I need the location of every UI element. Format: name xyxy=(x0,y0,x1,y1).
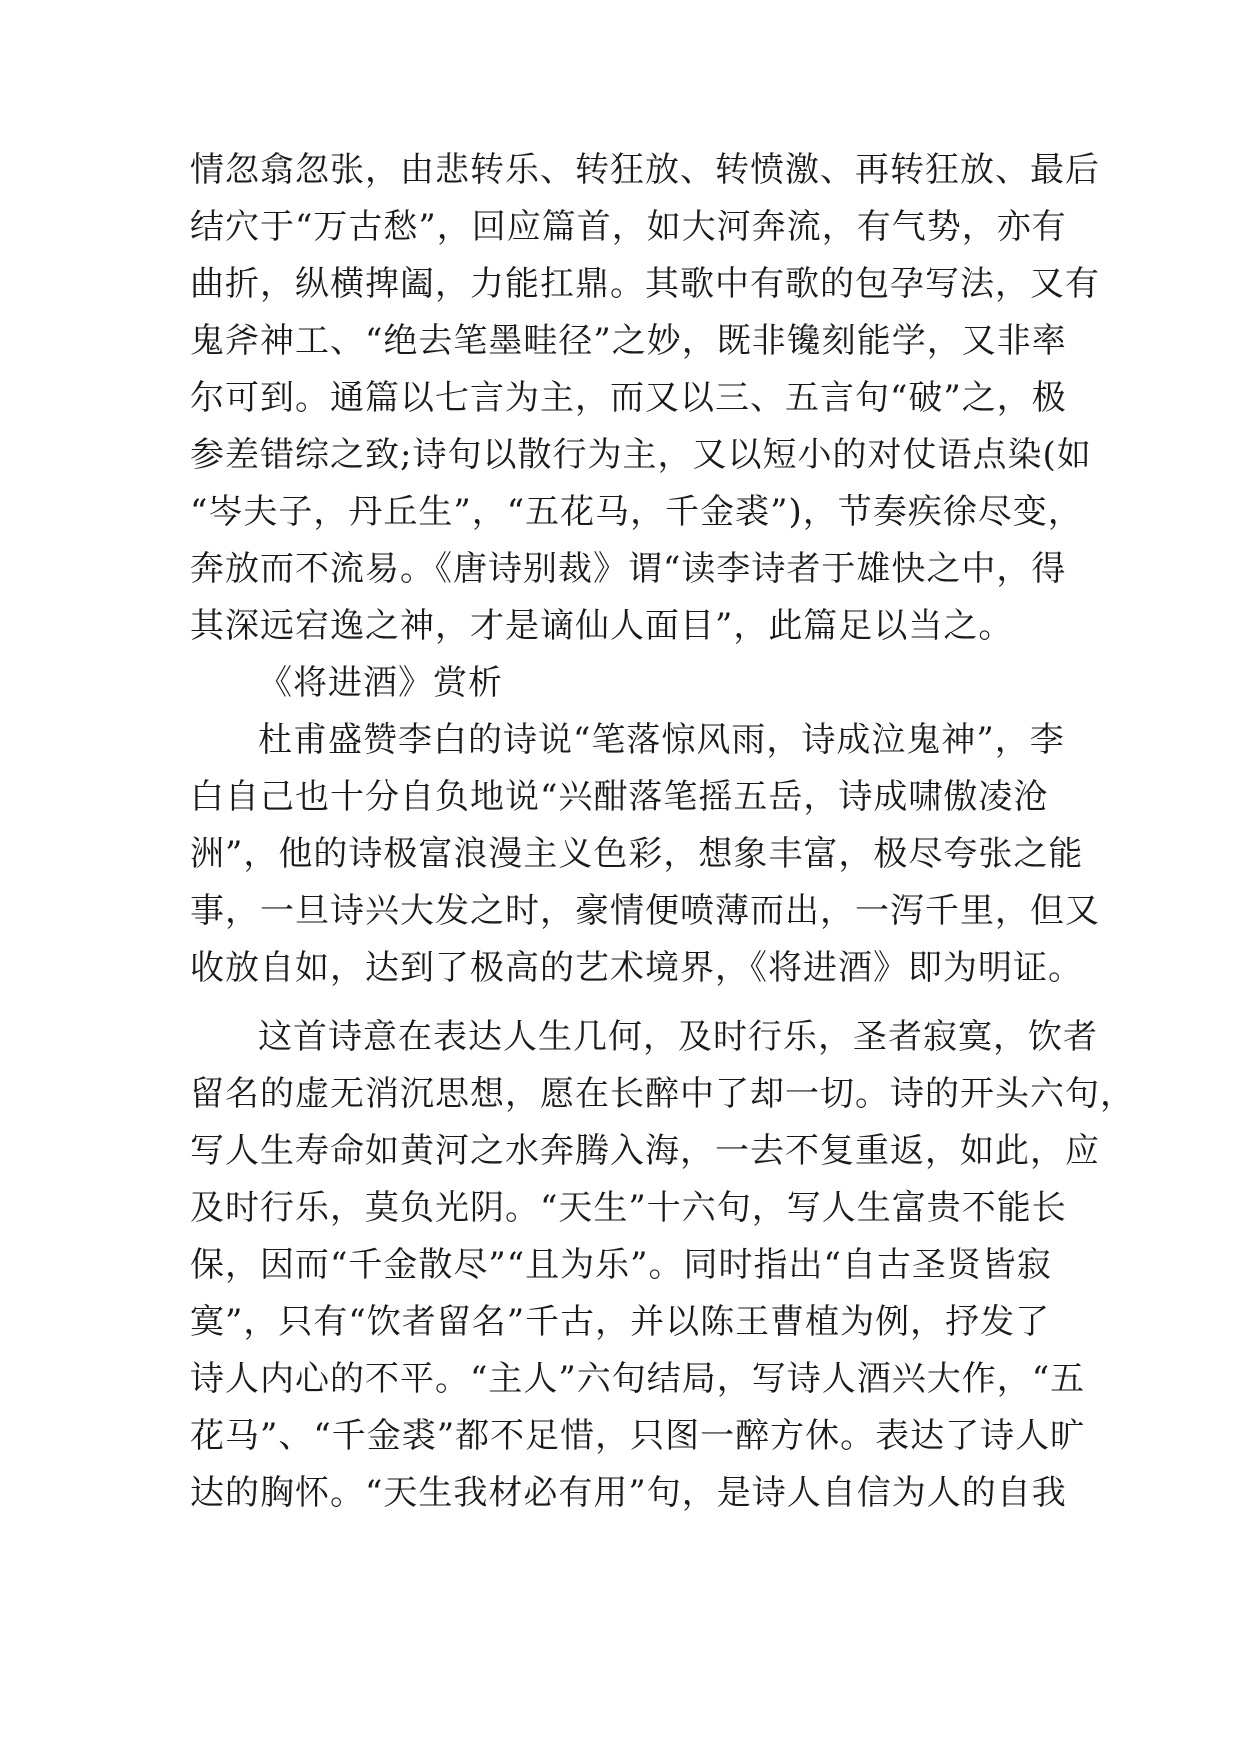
text-line: 达的胸怀。“天生我材必有用”句，是诗人自信为人的自我 xyxy=(190,1473,1067,1513)
section-heading: 《将进酒》赏析 xyxy=(258,663,503,703)
text-line: 留名的虚无消沉思想，愿在长醉中了却一切。诗的开头六句， xyxy=(190,1074,1135,1114)
text-line: 情忽翕忽张，由悲转乐、转狂放、转愤激、再转狂放、最后 xyxy=(190,150,1100,190)
text-line: 尔可到。通篇以七言为主，而又以三、五言句“破”之，极 xyxy=(190,378,1067,418)
text-line: 结穴于“万古愁”，回应篇首，如大河奔流，有气势，亦有 xyxy=(190,207,1067,247)
text-line: “岑夫子，丹丘生”，“五花马，千金裘”)，节奏疾徐尽变， xyxy=(190,492,1083,532)
text-line: 事，一旦诗兴大发之时，豪情便喷薄而出，一泻千里，但又 xyxy=(190,891,1100,931)
text-line: 其深远宕逸之神，才是谪仙人面目”，此篇足以当之。 xyxy=(190,606,1014,646)
text-line: 写人生寿命如黄河之水奔腾入海，一去不复重返，如此，应 xyxy=(190,1131,1100,1171)
text-line: 鬼斧神工、“绝去笔墨畦径”之妙，既非镵刻能学，又非率 xyxy=(190,321,1067,361)
text-line: 奔放而不流易。《唐诗别裁》谓“读李诗者于雄快之中，得 xyxy=(190,549,1067,589)
text-line: 白自己也十分自负地说“兴酣落笔摇五岳，诗成啸傲凌沧 xyxy=(190,777,1049,817)
text-line: 曲折，纵横捭阖，力能扛鼎。其歌中有歌的包孕写法，又有 xyxy=(190,264,1100,304)
text-line: 寞”，只有“饮者留名”千古，并以陈王曹植为例，抒发了 xyxy=(190,1302,1051,1342)
paragraph-first-line: 这首诗意在表达人生几何，及时行乐，圣者寂寞，饮者 xyxy=(258,1017,1098,1057)
text-line: 花马”、“千金裘”都不足惜，只图一醉方休。表达了诗人旷 xyxy=(190,1416,1086,1456)
text-line: 及时行乐，莫负光阴。“天生”十六句，写人生富贵不能长 xyxy=(190,1188,1067,1228)
text-line: 保，因而“千金散尽”“且为乐”。同时指出“自古圣贤皆寂 xyxy=(190,1245,1052,1285)
text-line: 洲”，他的诗极富浪漫主义色彩，想象丰富，极尽夸张之能 xyxy=(190,834,1084,874)
text-line: 参差错综之致;诗句以散行为主，又以短小的对仗语点染(如 xyxy=(190,435,1092,475)
text-line: 诗人内心的不平。“主人”六句结局，写诗人酒兴大作，“五 xyxy=(190,1359,1086,1399)
paragraph-first-line: 杜甫盛赞李白的诗说“笔落惊风雨，诗成泣鬼神”，李 xyxy=(258,720,1065,760)
text-line: 收放自如，达到了极高的艺术境界，《将进酒》即为明证。 xyxy=(190,948,1083,988)
